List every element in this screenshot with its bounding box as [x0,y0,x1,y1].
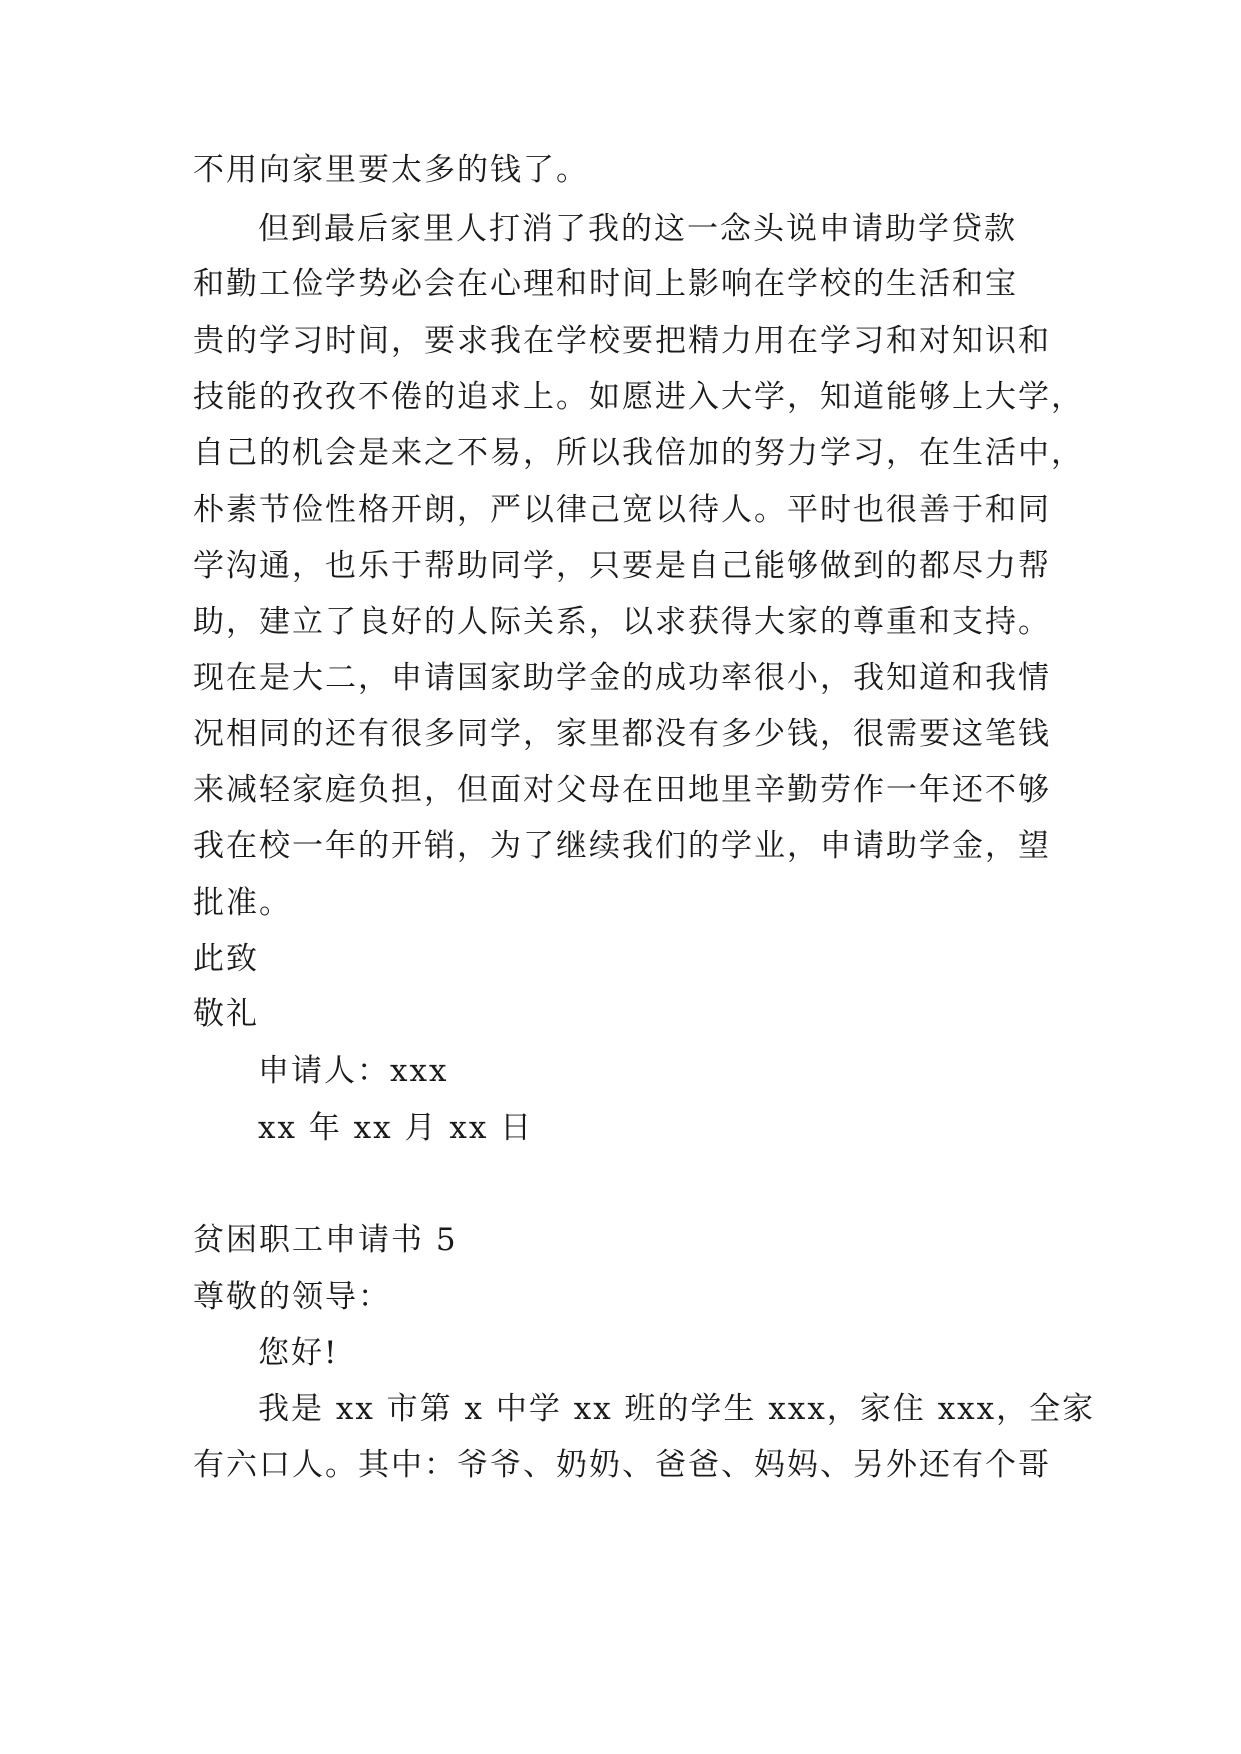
paragraph-line: 批准。 [193,885,292,921]
paragraph-line: 贵的学习时间，要求我在学校要把精力用在学习和对知识和 [193,323,1051,359]
paragraph-line: 但到最后家里人打消了我的这一念头说申请助学贷款 [258,211,1017,247]
paragraph-line: 我是 xx 市第 x 中学 xx 班的学生 xxx，家住 xxx，全家 [258,1391,1096,1427]
paragraph-line: 有六口人。其中：爷爷、奶奶、爸爸、妈妈、另外还有个哥 [193,1447,1051,1483]
greeting-line: 您好! [258,1335,339,1371]
paragraph-line: 助，建立了良好的人际关系，以求获得大家的尊重和支持。 [193,604,1051,640]
paragraph-line: 况相同的还有很多同学，家里都没有多少钱，很需要这笔钱 [193,716,1051,752]
closing-line: 此致 [193,941,259,977]
paragraph-line: 我在校一年的开销，为了继续我们的学业，申请助学金，望 [193,828,1051,864]
paragraph-line: 朴素节俭性格开朗，严以律己宽以待人。平时也很善于和同 [193,492,1051,528]
paragraph-line: 自己的机会是来之不易，所以我倍加的努力学习，在生活中， [193,435,1084,471]
salutation-line: 尊敬的领导： [193,1279,391,1315]
date-line: xx 年 xx 月 xx 日 [258,1110,534,1146]
paragraph-line: 不用向家里要太多的钱了。 [193,152,589,188]
paragraph-line: 现在是大二，申请国家助学金的成功率很小，我知道和我情 [193,660,1051,696]
closing-line: 敬礼 [193,996,259,1032]
paragraph-line: 学沟通，也乐于帮助同学，只要是自己能够做到的都尽力帮 [193,548,1051,584]
paragraph-line: 技能的孜孜不倦的追求上。如愿进入大学，知道能够上大学， [193,379,1084,415]
applicant-line: 申请人：xxx [258,1053,449,1089]
paragraph-line: 和勤工俭学势必会在心理和时间上影响在学校的生活和宝 [193,266,1018,302]
section-title: 贫困职工申请书 5 [193,1222,458,1258]
paragraph-line: 来减轻家庭负担，但面对父母在田地里辛勤劳作一年还不够 [193,772,1051,808]
